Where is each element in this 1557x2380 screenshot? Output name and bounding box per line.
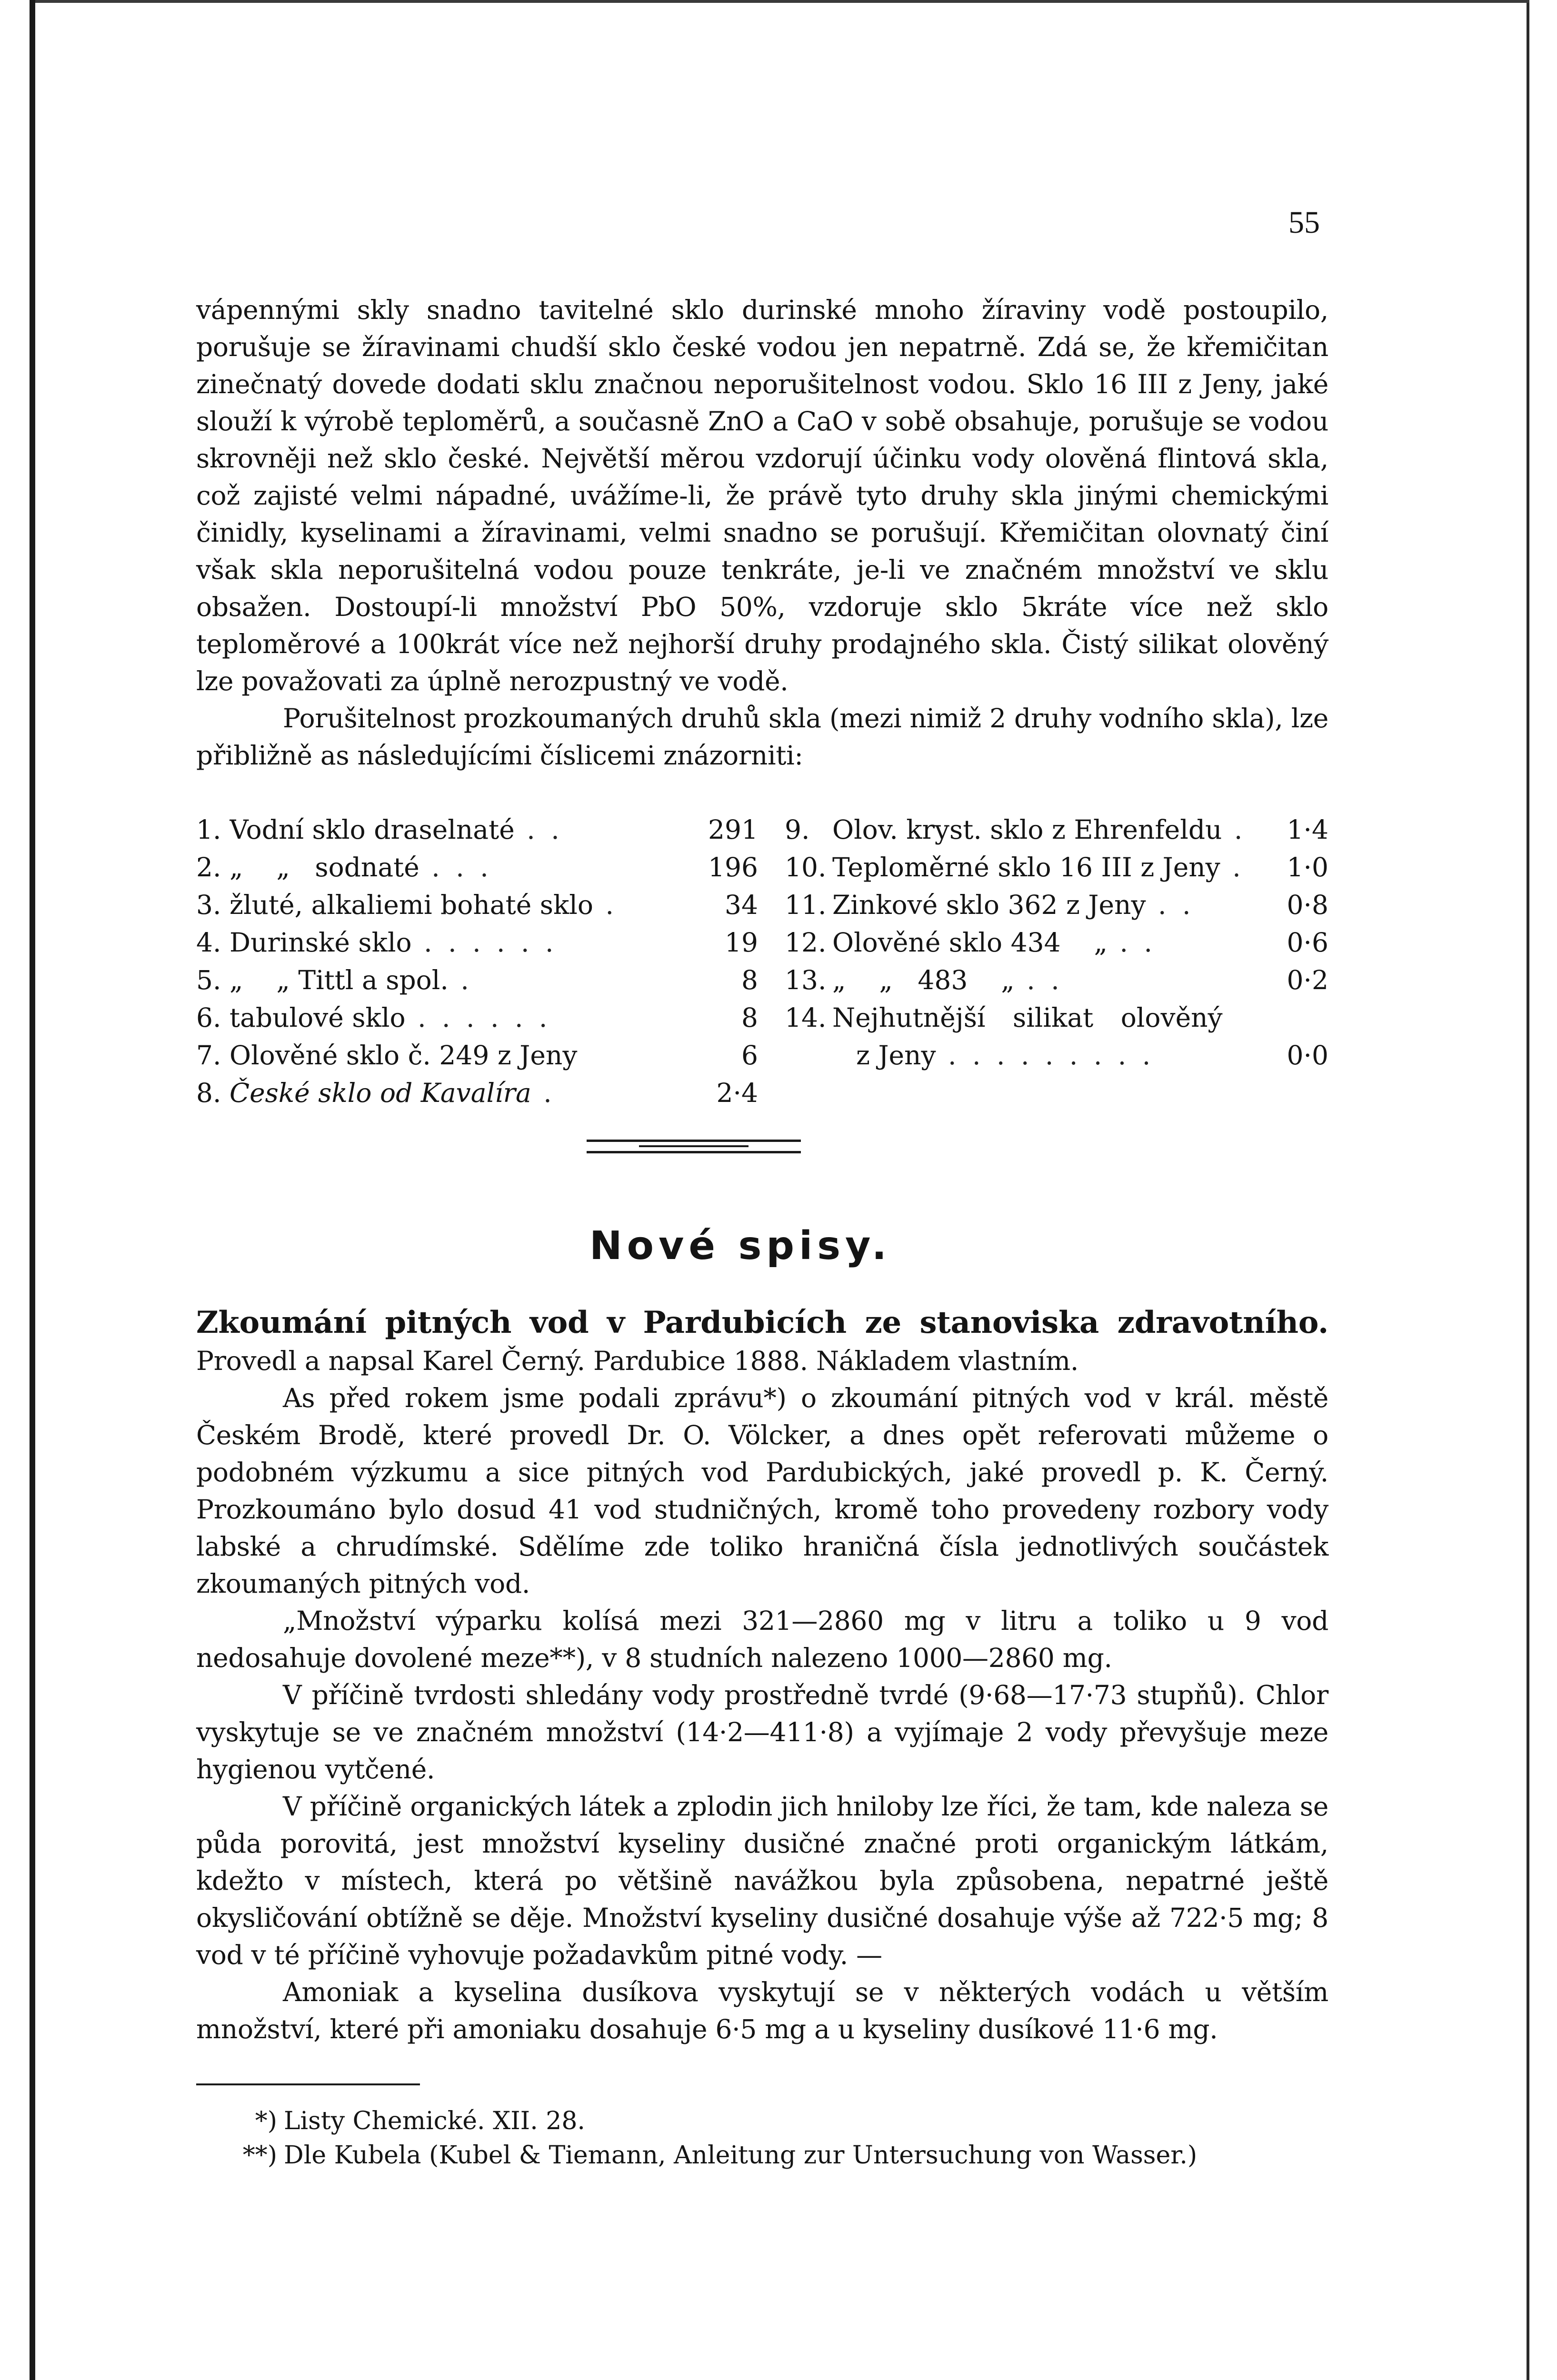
footnote-text: Dle Kubela (Kubel & Tiemann, Anleitung zur Untersuchung von Wasser.)	[284, 2141, 1198, 2170]
list-item-value: 19	[725, 927, 758, 958]
list-item-value: 0·6	[1287, 927, 1328, 958]
scan-edge-left	[30, 0, 35, 2380]
list-item-label: Teploměrné sklo 16 III z Jeny .	[832, 852, 1245, 883]
review-paragraph-1: As před rokem jsme podali zprávu*) o zkoumání pitných vod v král. městě Českém Brodě, které provedl Dr. O. Völcker, a dnes opět referovati můžeme o podobném výzkumu a sice pitných vod Pardubických, jaké provedl p. K. Černý. Prozkoumáno bylo dosud 41 vod studničných, kromě toho provedeny rozbory vody labské a chrudímské. Sdělíme zde toliko hraničná čísla jednotlivých součástek zkoumaných pitných vod.	[196, 1383, 1328, 1599]
list-item	[196, 924, 758, 962]
list-item-number: 3.	[196, 890, 221, 920]
footnote	[196, 2138, 1328, 2172]
list-item	[785, 924, 1328, 962]
list-item-number: 7.	[196, 1040, 221, 1071]
list-item-value: 34	[725, 890, 758, 920]
list-item-value: 1·0	[1287, 852, 1328, 883]
book-meta: Provedl a napsal Karel Černý. Pardubice 1888. Nákladem vlastním.	[196, 1346, 1079, 1376]
intro-section	[196, 291, 1328, 774]
glass-list-right-column	[785, 811, 1328, 1074]
list-item-number: 11.	[785, 890, 827, 920]
list-item	[785, 999, 1328, 1037]
list-item-number	[785, 1037, 856, 1074]
list-item-label: Zinkové sklo 362 z Jeny . .	[832, 890, 1195, 920]
intro-paragraph-1: vápennými skly snadno tavitelné sklo durinské mnoho žíraviny vodě postoupilo, porušuje se žíravinami chudší sklo české vodou jen nepatrně. Zdá se, že křemičitan zinečnatý dovede dodati sklu značnou neporušitelnost vodou. Sklo 16 III z Jeny, jaké slouží k výrobě teploměrů, a současně ZnO a CaO v sobě obsahuje, porušuje se vodou skrovněji než sklo české. Největší měrou vzdorují účinku vody olověná flintová skla, což zajisté velmi nápadné, uvážíme-li, že právě tyto druhy skla jinými chemickými činidly, kyselinami a žíravinami, velmi snadno se porušují. Křemičitan olovnatý činí však skla neporušitelná vodou pouze tenkráte, je-li ve značném množství ve sklu obsažen. Dostoupí-li množství PbO 50%, vzdoruje sklo 5kráte více než sklo teploměrové a 100krát více než nejhorší druhy prodajného skla. Čistý silikat olověný lze považovati za úplně nerozpustný ve vodě.	[196, 295, 1328, 696]
list-item-number: 6.	[196, 1002, 221, 1033]
review-heading	[196, 1304, 1328, 1379]
list-item-label: Olověné sklo č. 249 z Jeny	[230, 1040, 578, 1071]
list-item-label: z Jeny . . . . . . . . .	[856, 1040, 1155, 1071]
footnote-mark: *)	[255, 2107, 277, 2135]
decorative-rule	[587, 1138, 801, 1155]
list-item	[196, 1037, 758, 1074]
list-item-label: Olověné sklo 434 „ . .	[832, 927, 1156, 958]
footnote-divider	[196, 2083, 420, 2085]
list-item-label: České sklo od Kavalíra .	[230, 1078, 556, 1108]
list-item-label: „ „ sodnaté . . .	[230, 852, 492, 883]
list-item-number: 14.	[785, 1002, 827, 1033]
intro-paragraph-2: Porušitelnost prozkoumaných druhů skla (mezi nimiž 2 druhy vodního skla), lze přibližně as následujícími číslicemi znázorniti:	[196, 703, 1328, 771]
list-item-label: „ „ 483 „ . .	[832, 965, 1063, 995]
list-item-value: 2·4	[716, 1078, 758, 1108]
list-item	[785, 962, 1328, 999]
list-item	[196, 999, 758, 1037]
list-item-label: tabulové sklo . . . . . .	[230, 1002, 551, 1033]
footnote	[196, 2104, 1328, 2138]
list-item-value: 196	[708, 852, 758, 883]
list-item	[196, 962, 758, 999]
list-item-number: 13.	[785, 965, 827, 995]
list-item-value	[1276, 999, 1328, 1037]
list-item	[785, 811, 1328, 849]
list-item-number: 8.	[196, 1078, 221, 1108]
footnote-text: Listy Chemické. XII. 28.	[284, 2107, 585, 2135]
list-item-label: Olov. kryst. sklo z Ehrenfeldu .	[832, 814, 1247, 845]
list-item	[196, 849, 758, 886]
list-item	[196, 1074, 758, 1112]
review-paragraph-5: Amoniak a kyselina dusíkova vyskytují se v některých vodách u větším množství, které při amoniaku dosahuje 6·5 mg a u kyseliny dusíkové 11·6 mg.	[196, 1977, 1328, 2044]
list-item-number: 10.	[785, 852, 827, 883]
list-item-value: 0·2	[1287, 965, 1328, 995]
list-item-value: 8	[741, 1002, 758, 1033]
list-item	[196, 886, 758, 924]
list-item-label: Nejhutnější silikat olověný	[832, 1002, 1223, 1033]
list-item	[785, 1037, 1328, 1074]
list-item-label: žluté, alkaliemi bohaté sklo .	[230, 890, 618, 920]
list-item-number: 1.	[196, 814, 221, 845]
book-title: Zkoumání pitných vod v Pardubicích ze stanoviska zdravotního.	[196, 1305, 1328, 1340]
section-title: Nové spisy.	[589, 1223, 892, 1269]
footnote-mark: **)	[242, 2141, 277, 2170]
list-item	[196, 811, 758, 849]
list-item-number: 9.	[785, 814, 810, 845]
list-item-label: Durinské sklo . . . . . .	[230, 927, 558, 958]
glass-list-left-column	[196, 811, 758, 1112]
list-item-label: Vodní sklo draselnaté . .	[230, 814, 563, 845]
list-item-value: 291	[708, 814, 758, 845]
list-item-number: 2.	[196, 852, 221, 883]
list-item-number: 5.	[196, 965, 221, 995]
list-item-number: 4.	[196, 927, 221, 958]
scan-edge-top	[35, 0, 1529, 3]
scan-edge-right	[1527, 0, 1529, 2380]
review-section	[196, 1304, 1328, 2048]
footnotes	[196, 2104, 1328, 2172]
list-item-label: „ „ Tittl a spol. .	[230, 965, 473, 995]
review-paragraph-2: „Množství výparku kolísá mezi 321—2860 mg v litru a toliko u 9 vod nedosahuje dovolené meze**), v 8 studních nalezeno 1000—2860 mg.	[196, 1606, 1328, 1673]
review-paragraph-4: V příčině organických látek a zplodin jich hniloby lze říci, že tam, kde naleza se půda porovitá, jest množství kyseliny dusičné značné proti organickým látkám, kdežto v místech, která po většině navážkou byla způsobena, nepatrné ještě okysličování obtížně se děje. Množství kyseliny dusičné dosahuje výše až 722·5 mg; 8 vod v té příčině vyhovuje požadavkům pitné vody. —	[196, 1791, 1328, 1970]
glass-durability-list	[196, 811, 1328, 1106]
list-item	[785, 886, 1328, 924]
list-item-value: 0·0	[1287, 1040, 1328, 1071]
list-item-value: 1·4	[1287, 814, 1328, 845]
list-item-value: 6	[741, 1040, 758, 1071]
review-paragraph-3: V příčině tvrdosti shledány vody prostředně tvrdé (9·68—17·73 stupňů). Chlor vyskytuje se ve značném množství (14·2—411·8) a vyjímaje 2 vody převyšuje meze hygienou vytčené.	[196, 1680, 1328, 1785]
list-item-value: 8	[741, 965, 758, 995]
list-item	[785, 849, 1328, 886]
page-number: 55	[1288, 205, 1320, 240]
list-item-number: 12.	[785, 927, 827, 958]
list-item-value: 0·8	[1287, 890, 1328, 920]
